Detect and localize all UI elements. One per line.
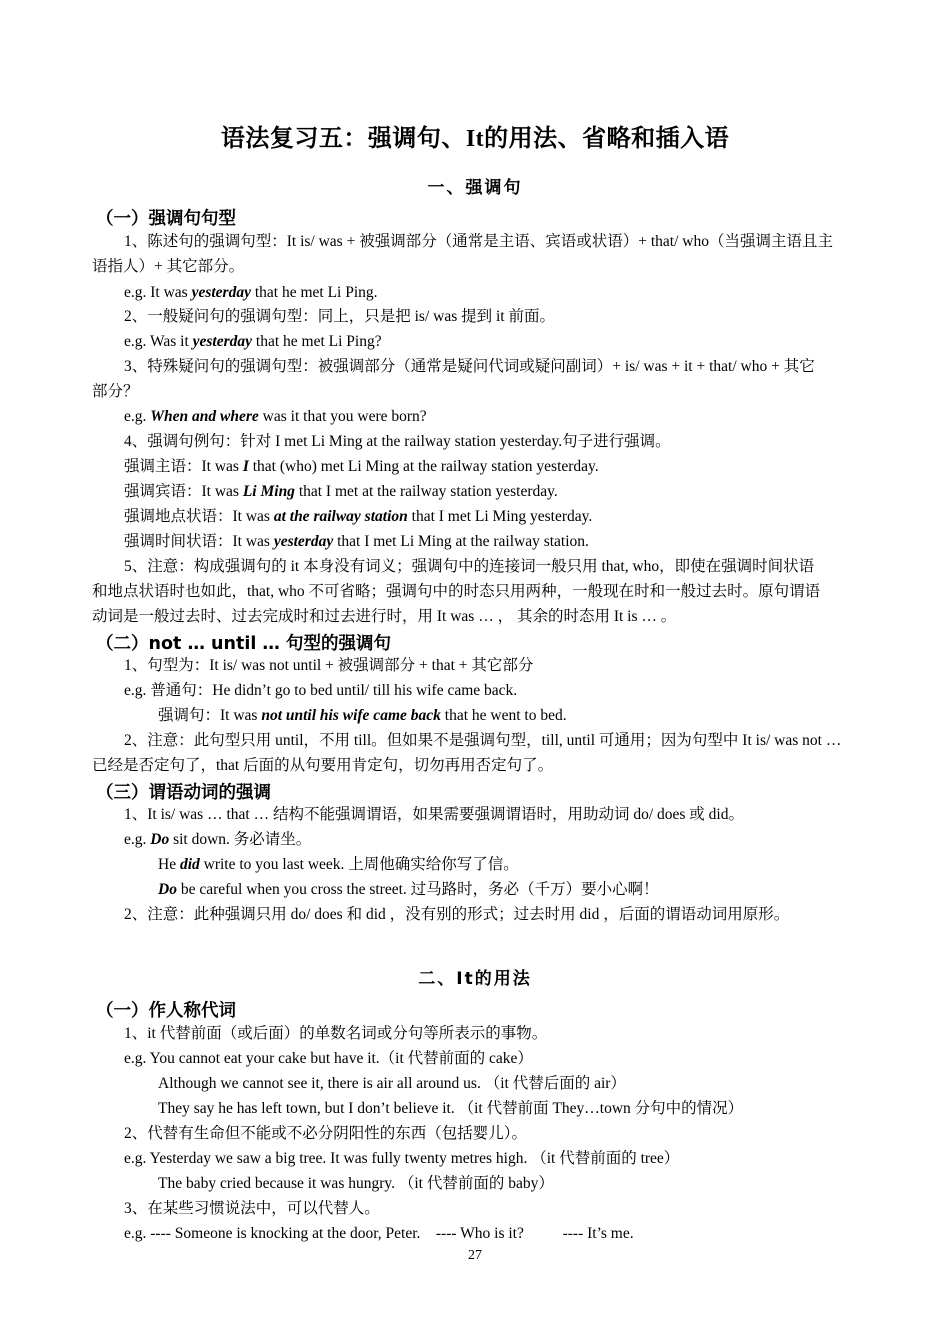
paragraph: 1、陈述句的强调句型：It is/ was + 被强调部分（通常是主语、宾语或状语）+ that/ who（当强调主语且主 [124, 233, 833, 250]
page-title: 语法复习五：强调句、It的用法、省略和插入语 [220, 126, 730, 152]
paragraph: 4、强调句例句：针对 I met Li Ming at the railway station yesterday.句子进行强调。 [124, 433, 671, 450]
emphasized-text: Li Ming [242, 483, 295, 500]
section-heading-emphasis: 一、强调句 [427, 178, 523, 198]
example-sentence [124, 507, 592, 527]
example-sentence [124, 332, 382, 352]
paragraph: 已经是否定句了，that 后面的从句要用肯定句，切勿再用否定句了。 [92, 757, 554, 774]
example-sentence: e.g. ---- Someone is knocking at the door, Peter. ---- Who is it? ---- It’s me. [124, 1225, 634, 1242]
example-sentence: The baby cried because it was hungry. （it 代替前面的 baby） [158, 1175, 554, 1192]
text: e.g. [124, 408, 151, 425]
text: that he met Li Ping. [250, 284, 378, 301]
text: was it that you were born? [258, 408, 427, 425]
paragraph: 2、代替有生命但不能或不必分阴阳性的东西（包括婴儿）。 [124, 1125, 528, 1142]
subheading-not-until: （二）not … until … 句型的强调句 [96, 634, 391, 654]
page-number: 27 [468, 1248, 482, 1263]
text: that he met Li Ping? [252, 333, 382, 350]
text: 强调时间状语：It was [124, 533, 274, 550]
example-sentence [158, 706, 567, 726]
example-sentence [158, 880, 659, 900]
paragraph: 1、it 代替前面（或后面）的单数名词或分句等所表示的事物。 [124, 1025, 548, 1042]
example-sentence: e.g. Yesterday we saw a big tree. It was fully twenty metres high. （it 代替前面的 tree） [124, 1150, 680, 1167]
paragraph: 部分？ [92, 383, 139, 400]
paragraph: 5、注意：构成强调句的 it 本身没有词义；强调句中的连接词一般只用 that, who，即使在强调时间状语 [124, 558, 815, 575]
text: that I met at the railway station yesterday. [294, 483, 558, 500]
text: write to you last week. 上周他确实给你写了信。 [199, 856, 519, 873]
paragraph: 动词是一般过去时、过去完成时和过去进行时，用 It was … ， 其余的时态用 It is … 。 [92, 608, 677, 625]
subheading-personal-pronoun: （一）作人称代词 [96, 1001, 236, 1021]
emphasized-text: When and where [150, 408, 259, 425]
example-sentence [124, 457, 599, 477]
example-sentence [124, 830, 311, 850]
text: be careful when you cross the street. 过马路时，务必（千万）要小心啊！ [176, 881, 659, 898]
emphasized-text: at the railway station [273, 508, 408, 525]
subheading-predicate-emphasis: （三）谓语动词的强调 [96, 783, 271, 803]
paragraph: 2、注意：此句型只用 until，不用 till。但如果不是强调句型，till, until 可通用；因为句型中 It is/ was not … [124, 732, 842, 749]
text: He [158, 856, 180, 873]
emphasized-text: yesterday [191, 284, 251, 301]
paragraph: 1、句型为：It is/ was not until + 被强调部分 + that + 其它部分 [124, 657, 534, 674]
paragraph: 3、在某些习惯说法中，可以代替人。 [124, 1200, 380, 1217]
paragraph: 3、特殊疑问句的强调句型：被强调部分（通常是疑问代词或疑问副词）+ is/ was + it + that/ who + 其它 [124, 358, 815, 375]
emphasized-text: Do [158, 881, 177, 898]
subheading-emphasis-patterns: （一）强调句句型 [96, 209, 236, 229]
example-sentence: e.g. You cannot eat your cake but have it.（it 代替前面的 cake） [124, 1050, 533, 1067]
text: 强调地点状语：It was [124, 508, 274, 525]
example-sentence [124, 532, 589, 552]
paragraph: 2、一般疑问句的强调句型：同上，只是把 is/ was 提到 it 前面。 [124, 308, 555, 325]
example-sentence [124, 482, 558, 502]
example-sentence [124, 283, 378, 303]
text: 强调主语：It was [124, 458, 243, 475]
text: 强调宾语：It was [124, 483, 243, 500]
example-sentence [158, 855, 519, 875]
paragraph: 和地点状语时也如此，that, who 不可省略；强调句中的时态只用两种，一般现在时和一般过去时。原句谓语 [92, 583, 821, 600]
emphasized-text: yesterday [192, 333, 253, 350]
text: sit down. 务必请坐。 [169, 831, 312, 848]
emphasized-text: did [179, 856, 200, 873]
text: 强调句：It was [158, 707, 262, 724]
text: e.g. [124, 831, 151, 848]
paragraph: 1、It is/ was … that … 结构不能强调谓语，如果需要强调谓语时，用助动词 do/ does 或 did。 [124, 806, 744, 823]
emphasized-text: not until his wife came back [261, 707, 441, 724]
example-sentence: They say he has left town, but I don’t believe it. （it 代替前面 They…town 分句中的情况） [158, 1100, 744, 1117]
emphasized-text: Do [150, 831, 170, 848]
text: that I met Li Ming at the railway station. [333, 533, 589, 550]
text: that he went to bed. [440, 707, 567, 724]
paragraph: 2、注意：此种强调只用 do/ does 和 did ，没有别的形式；过去时用 did ，后面的谓语动词用原形。 [124, 906, 790, 923]
paragraph: 语指人）+ 其它部分。 [92, 258, 245, 275]
section-heading-it-usage: 二、It的用法 [418, 969, 532, 989]
example-sentence: Although we cannot see it, there is air all around us. （it 代替后面的 air） [158, 1075, 626, 1092]
text: e.g. It was [124, 284, 192, 301]
emphasized-text: I [242, 458, 249, 475]
example-sentence [124, 407, 427, 427]
emphasized-text: yesterday [273, 533, 334, 550]
example-sentence: e.g. 普通句：He didn’t go to bed until/ till his wife came back. [124, 682, 518, 699]
text: that I met Li Ming yesterday. [407, 508, 593, 525]
text: e.g. Was it [124, 333, 193, 350]
text: that (who) met Li Ming at the railway station yesterday. [248, 458, 599, 475]
